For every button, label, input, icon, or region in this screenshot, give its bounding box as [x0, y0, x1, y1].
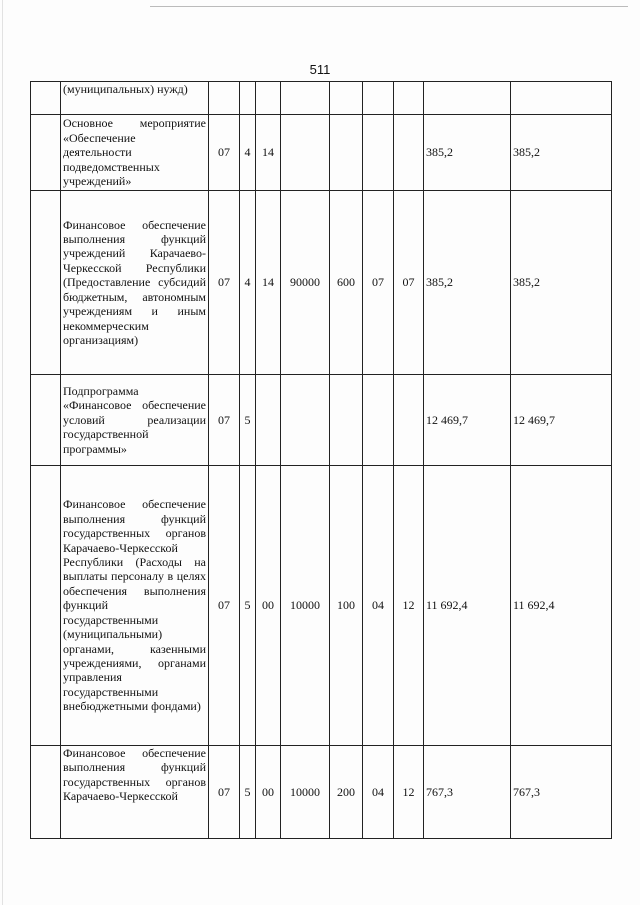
expense-type-cell: 100 [330, 466, 363, 746]
program-code-cell: 00 [256, 466, 281, 746]
target-code-cell [281, 375, 330, 466]
section-code-cell: 07 [209, 746, 240, 839]
amount-cell-2: 11 692,4 [511, 466, 612, 746]
expense-type-cell [330, 375, 363, 466]
chapter-code-cell [363, 375, 394, 466]
subsection-code-cell: 5 [240, 466, 256, 746]
expense-type-cell: 200 [330, 746, 363, 839]
item-name-cell: Финансовое обеспечение выполнения функций государственных органов Карачаево-Черкесской [61, 746, 209, 839]
scan-edge-line [2, 0, 3, 905]
expense-type-cell [330, 115, 363, 191]
program-code-cell [256, 375, 281, 466]
article-code-cell [394, 82, 424, 115]
section-code-cell: 07 [209, 375, 240, 466]
row-index-cell [31, 375, 61, 466]
article-code-cell: 07 [394, 191, 424, 375]
expense-type-cell: 600 [330, 191, 363, 375]
row-index-cell [31, 466, 61, 746]
article-code-cell: 12 [394, 746, 424, 839]
section-code-cell [209, 82, 240, 115]
amount-cell-1: 385,2 [424, 191, 511, 375]
subsection-code-cell: 5 [240, 746, 256, 839]
amount-cell-1: 767,3 [424, 746, 511, 839]
subsection-code-cell [240, 82, 256, 115]
amount-cell-2: 767,3 [511, 746, 612, 839]
target-code-cell: 10000 [281, 466, 330, 746]
program-code-cell: 14 [256, 115, 281, 191]
item-name-cell: Основное мероприятие «Обеспечение деятельности подведомственных учреждений» [61, 115, 209, 191]
subsection-code-cell: 4 [240, 115, 256, 191]
amount-cell-1: 12 469,7 [424, 375, 511, 466]
article-code-cell: 12 [394, 466, 424, 746]
section-code-cell: 07 [209, 115, 240, 191]
row-index-cell [31, 82, 61, 115]
amount-cell-1 [424, 82, 511, 115]
table-row [31, 191, 612, 375]
section-code-cell: 07 [209, 466, 240, 746]
subsection-code-cell: 5 [240, 375, 256, 466]
amount-cell-2: 12 469,7 [511, 375, 612, 466]
chapter-code-cell [363, 115, 394, 191]
expense-type-cell [330, 82, 363, 115]
target-code-cell [281, 82, 330, 115]
table-row [31, 82, 612, 115]
chapter-code-cell: 04 [363, 746, 394, 839]
amount-cell-2: 385,2 [511, 191, 612, 375]
target-code-cell: 10000 [281, 746, 330, 839]
amount-cell-2 [511, 82, 612, 115]
table-row [31, 115, 612, 191]
row-index-cell [31, 191, 61, 375]
amount-cell-1: 11 692,4 [424, 466, 511, 746]
chapter-code-cell: 04 [363, 466, 394, 746]
table-row [31, 746, 612, 839]
subsection-code-cell: 4 [240, 191, 256, 375]
table-row [31, 375, 612, 466]
budget-table [30, 81, 612, 839]
program-code-cell: 00 [256, 746, 281, 839]
article-code-cell [394, 375, 424, 466]
chapter-code-cell [363, 82, 394, 115]
page-number: 511 [309, 62, 331, 77]
item-name-cell: Финансовое обеспечение выполнения функций учреждений Карачаево-Черкесской Республики (Предоставление субсидий бюджетным, автономным учреждениям и иным некоммерческим организациям) [61, 191, 209, 375]
target-code-cell [281, 115, 330, 191]
amount-cell-1: 385,2 [424, 115, 511, 191]
row-index-cell [31, 746, 61, 839]
program-code-cell [256, 82, 281, 115]
item-name-cell: Финансовое обеспечение выполнения функций государственных органов Карачаево-Черкесской Республики (Расходы на выплаты персоналу в целях обеспечения выполнения функций государственными (муниципальными) органами, казенными учреждениями, органами управления государственными внебюджетными фондами) [61, 466, 209, 746]
item-name-cell: (муниципальных) нужд) [61, 82, 209, 115]
row-index-cell [31, 115, 61, 191]
article-code-cell [394, 115, 424, 191]
table-row [31, 466, 612, 746]
program-code-cell: 14 [256, 191, 281, 375]
item-name-cell: Подпрограмма «Финансовое обеспечение условий реализации государственной программы» [61, 375, 209, 466]
amount-cell-2: 385,2 [511, 115, 612, 191]
target-code-cell: 90000 [281, 191, 330, 375]
section-code-cell: 07 [209, 191, 240, 375]
chapter-code-cell: 07 [363, 191, 394, 375]
scan-top-line [150, 6, 628, 7]
